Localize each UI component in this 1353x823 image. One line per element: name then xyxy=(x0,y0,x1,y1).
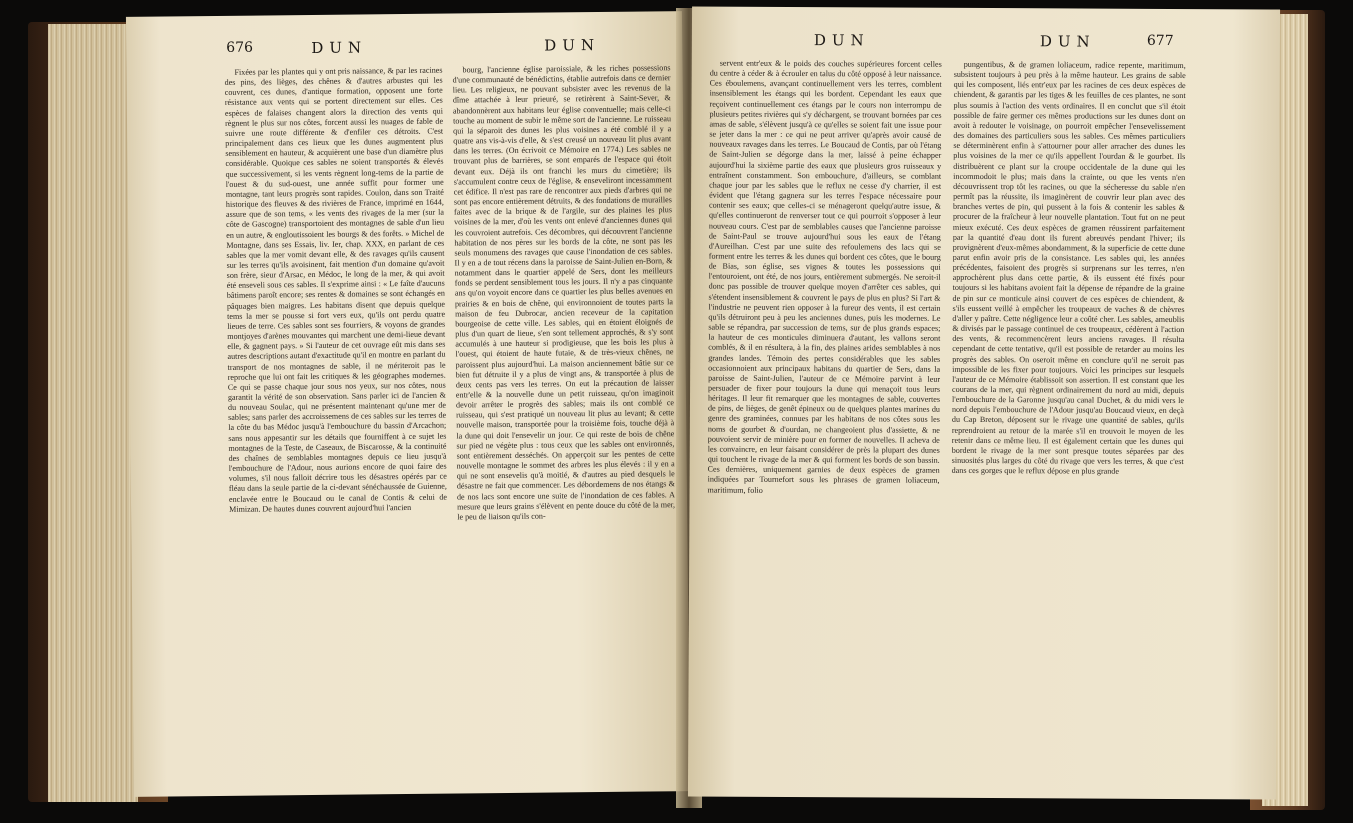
running-head-left-col1: DUN xyxy=(311,38,368,57)
right-page xyxy=(688,6,1280,799)
left-column-1-text: Fixées par les plantes qui y ont pris naissance, & par les racines des pins, des lièges, des chênes & d'autres arbustes qui les couvrent, ces dunes, d'antique formation, opposent une forte résistance aux vents qui se portent directement sur elles. Ces espèces de falaises changent alors la direction des vents qui règnent le plus sur nos côtes, forcent aussi les nuages de fable de suivre une route différente & d'enfiler ces détroits. C'est principalement dans ces lieux que les dunes augmentent plus sensiblement en hauteur, & acquièrent une base d'un diamètre plus considérable. Quoique ces sables ne soient transportés & élevés que successivement, si les vents règnent long-tems de la partie de l'ouest & du sud-ouest, une année suffit pour former une montagne, tant leurs progrès sont rapides. Coulon, dans son Traité historique des fleuves & des rivières de France, imprimé en 1644, assure que de son tems, « les vents des rivages de la mer (sur la côte de Gascogne) transportoient des montagnes de sable d'un lieu en un autre, & engloutissoient les bourgs & des forêts. » Michel de Montagne, dans ses Essais, liv. Ier, chap. XXX, en parlant de ces sables que la mer vomit devant elle, & des ravages qu'ils causent sur les terres qu'ils avoisinent, fait mention d'un domaine qu'avoit son frère, sieur d'Arsac, en Médoc, le long de la mer, & qui avoit été enseveli sous ces sables. Il s'exprime ainsi : « Le faîte d'aucuns bâtimens paroît encore; ses rentes & domaines se sont échangés en pâquages bien maigres. Les habitans disent que depuis quelque tems la mer se pousse si fort vers eux, qu'ils ont perdu quatre lieues de terre. Ces sables sont ses fourriers, & voyons de grandes montjoyes d'arènes mouvantes qui marchent une demi-lieue devant elle, & gagnent pays. » Si l'auteur de cet ouvrage eût mis dans ses autres descriptions autant d'exactitude qu'il en montre en parlant du transport de nos montagnes de sable, il ne mériteroit pas le reproche que lui ont fait les critiques & les géographes modernes. Ce qui se passe chaque jour sous nos yeux, sur nos côtes, nous garantit la vérité de son observation. Sans parler ici de l'ancien & du nouveau Soulac, qui ne présentent maintenant qu'une mer de sables; sans parler des accroissemens de ces sables sur les terres de la côte du bas Médoc jusqu'à l'embouchure du bassin d'Arcachon; sans nous appesantir sur les détails que fourniffent à ce sujet les montagnes de la Teste, de Caseaux, de Biscarosse, & la continuité des chaînes de semblables montagnes depuis ce lieu jusqu'à l'embouchure de l'Adour, nous aurions encore de quoi faire des volumes, s'il nous falloit décrire tous les désastres opérés par ce fléau dans la seule partie de la ci-devant sénéchaussée de Guienne, enclavée entre le Boucaud ou le canal de Contis & celui de Mimizan. De hautes dunes couvrent aujourd'hui l'ancien xyxy=(224,65,448,514)
page-number-right: 677 xyxy=(1146,32,1174,49)
right-page-column-1 xyxy=(706,59,942,774)
running-head-right-col2: DUN xyxy=(1039,32,1096,51)
right-column-1-text: servent entr'eux & le poids des couches supérieures forcent celles du centre à céder & à écrouler en talus du côté opposé à leur naissance. Ces éboulemens, avançant continuellement vers les terres, comblent insensiblement les étangs qui les bordent. Cependant les eaux que reçoivent continuellement ces étangs par le cours non interrompu de plusieurs petites rivières qui s'y déchargent, se trouvant bornées par ces amas de sable, s'élèvent jusqu'à ce qu'elles se soient fait une issue pour se jeter dans la mer : ce qui ne peut arriver qu'après avoir causé de nouveaux ravages dans les terres. Le Boucaud de Contis, par où l'étang de Saint-Julien se dégorge dans la mer, laissé à peine échapper aujourd'hui la sixième partie des eaux que plusieurs gros ruisseaux y entraînent constamment. Son embouchure, d'ailleurs, se comblant chaque jour par les sables que le reflux ne cesse d'y charrier, il est évident que l'étang gagnera sur les terres l'espace nécessaire pour contenir ses eaux; que celles-ci se ménageront quelqu'autre issue, & qu'elles continueront de renverser tout ce qui pourroit s'opposer à leur nouveau cours. C'est par de semblables causes que l'ancienne paroisse de Saint-Paul se trouve aujourd'hui sous les eaux de l'étang d'Aureilhan. C'est par une suite des refoulemens des lacs qui se forment entre les terres & les dunes qui bordent ces côtes, que le bourg de Bias, son église, ses vignes & toutes les possessions qui l'entouroient, ont été, de nos jours, entièrement submergés. Ne seroit-il donc pas possible de trouver quelque moyen d'arrêter ces sables, qui s'étendent insensiblement & couvrent le pays de plus en plus? Si l'art & l'industrie ne peuvent rien opposer à la fureur des vents, il est certain qu'ils détruiront peu à peu les anciennes dunes, puis les modernes. Le sable se répandra, par succession de tems, sur de plus grands espaces; la hauteur de ces monticules diminuera d'autant, les vallons seront comblés, & il en résultera, à la fin, des plaines arides semblables à nos grandes landes. Témoin des pertes considérables que les sables occasionnoient aux principaux habitans du quartier de Sers, dans la paroisse de Saint-Julien, l'auteur de ce Mémoire parvint à leur persuader de fixer pour toujours la dune qui menaçoit tous leurs héritages. Il leur fit remarquer que les montagnes de sable, couvertes de pins, de lièges, de genêt épineux ou de quelques plantes marines du genre des graminées, connues par les habitans de nos côtes sous les noms de gourbet & d'ourdan, ne changeoient plus d'assiette, & ne pouvoient servir de minière pour en former de nouvelles. Il acheva de les convaincre, en leur faisant considérer de près la plupart des dunes qui touchent le rivage de la mer & qui forment les bords de son bassin. Ces dernières, uniquement garnies de deux espèces de gramen indiquées par Tournefort sous les phrases de gramen loliaceum, maritimum, folio xyxy=(707,58,942,495)
right-page-column-2 xyxy=(950,60,1186,775)
left-page-column-1 xyxy=(224,66,449,772)
left-column-2-text: bourg, l'ancienne église paroissiale, & les riches possessions d'une communauté de bénédictins, établie autrefois dans ce dernier lieu. Les religieux, ne pouvant subsister avec les revenus de la dîme attachée à leur prieuré, se retirèrent à Saint-Sever, & abandonnèrent aux habitans leur église conventuelle; mais celle-ci touche au moment de subir le même sort de l'ancienne. Le ruisseau qui la séparoit des dunes les plus voisines a été comblé il y a quatre ans vis-à-vis d'elle, & s'est creusé un nouveau lit plus avant dans les terres. (On écrivoit ce Mémoire en 1774.) Les sables ne trouvant plus de barrières, se sont emparés de l'espace qui étoit devant eux. Déjà ils ont franchi les murs du cimetière; ils s'accumulent contre ceux de l'église, & enseveliront incessamment cet édifice. Il n'est pas rare de rencontrer aux pieds d'arbres qui ne sont pas encore entièrement détruits, & des fondations de murailles faites avec de la brique & de l'argile, sur des plaines les plus voisines de la mer, d'où les vents ont enlevé d'anciennes dunes qui les couvroient autrefois. Ces décombres, qui découvrent l'ancienne habitation de nos pères sur les bords de la côte, ne sont pas les seuls monumens des ravages que cause l'inondation de ces sables. Il y en a de tout récens dans la paroisse de Saint-Julien en-Born, & notamment dans le quartier appelé de Sers, dont les meilleurs fonds se perdent sensiblement tous les jours. Il n'y a pas cinquante ans qu'on voyoit encore dans ce quartier les plus belles avenues en prairies & en bois de chêne, qui environnoient de toutes parts la maison de feu Dubrocar, ancien receveur de la capitation bourgeoise de cette ville. Les sables, qui en étoient éloignés de plus d'un quart de lieue, s'en sont tellement approchés, & s'y sont accumulés à une hauteur si prodigieuse, que les bois les plus à l'ouest, qui étoient de haute futaie, & de très-vieux chênes, ne paroissent plus aujourd'hui. La maison anciennement bâtie sur ce bien fut détruite il y a plus de vingt ans, & transportée à plus de deux cents pas vers les terres. On eut la précaution de laisser entr'elle & la nouvelle dune un petit ruisseau, qu'on imaginoit devoir arrêter le progrès des sables; mais ils ont comblé ce ruisseau, qui s'est pratiqué un nouveau lit plus au levant; & cette nouvelle maison, transportée pour la troisième fois, touche déjà à la dune qui doit l'ensevelir un jour. Ce qui reste de bois de chêne sur pied ne végète plus : tous ceux que les sables ont environnés, sont entièrement desséchés. On apperçoit sur les pentes de cette nouvelle montagne le sommet des arbres les plus élevés : il y en a qui ne sont ensevelis qu'à moitié, & d'autres au pied desquels le désastre ne fait que commencer. Les débordemens de nos étangs & de nos lacs sont encore une suite de l'inondation de ces fables. A mesure que leurs grains s'élèvent en pente douce du côté de la mer, le peu de liaison qu'ils con- xyxy=(452,63,676,522)
left-page xyxy=(126,11,690,797)
right-column-2-text: pungentibus, & de gramen loliaceum, radice repente, maritimum, subsistent toujours à peu près à la même hauteur. Les grains de sable qui les composent, liés entr'eux par les racines de ces deux espèces de chiendent, & garantis par les tiges & les feuilles de ces plantes, ne sont plus soumis à l'action des vents ordinaires. Il en conclut que s'il étoit possible de faire germer ces mêmes productions sur les dunes dont on avoit à redouter le voisinage, on pourroit empêcher l'ensevelissement des domaines des particuliers sous les sables. Ces mêmes particuliers se déterminèrent enfin à s'attourner pour aller arracher des dunes les plus voisines de la mer ce qu'ils appellent l'ourdan & le gourbet. Ils distribuèrent ce plant sur la croupe occidentale de la dune qui les incommodoit le plus; mais dans la crainte, ou que les vents n'en découvrissent trop tôt les racines, ou que la sécheresse du sable n'en permît pas la réussite, ils imaginèrent de couvrir leur plan avec des branches vertes de pin, qui pussent à la fois & contenir les sables & procurer de la fraîcheur à leur nouvelle plantation. Tout fut on ne peut mieux exécuté. Ces deux espèces de gramen réussirent parfaitement par la quantité d'eau dont ils furent abreuvés pendant l'hiver; ils provignèrent d'eux-mêmes abondamment, & la superficie de cette dune parut enfin avoir pris de la consistance. Les sables qui, les années précédentes, faisoient des progrès si surprenans sur les terres, n'en approchèrent plus dans cette partie, & ils eussent été fixés pour toujours si les habitans avoient fait la dépense de répandre de la graine de pin sur ce monticule ainsi couvert de ces espèces de chiendent, & s'ils eussent veillé à empêcher les troupeaux de vaches & de chèvres d'aller y paître. Cette négligence leur a coûté cher. Les sables, ameublis & divisés par le passage continuel de ces troupeaux, cédèrent à l'action des vents, & recommencèrent leurs anciens ravages. Il résulta cependant de cette tentative, qu'il est possible de retarder au moins les progrès des sables. On oseroit même en conclure qu'il ne seroit pas impossible de les fixer pour toujours. Voici les principes sur lesquels l'auteur de ce Mémoire établissoit son assertion. Il est constant que les courans de la mer, qui règnent ordinairement du nord au midi, depuis l'embouchure de la Garonne jusqu'au canal Duchet, & du midi vers le nord depuis l'embouchure de l'Adour jusqu'au Boucaud vieux, en deçà du Cap Breton, déposent sur le rivage une quantité de sables, qu'ils reprendroient au retour de la marée s'il en trouvoit le moyen de les retenir dans ce même lieu. Il est également certain que les dunes qui bordent le rivage de la mer sont presque toutes séparées par des sinuosités plus larges du côté du rivage que vers les terres, & que c'est dans ces gorges que le reflux dépose en plus grande xyxy=(951,59,1186,476)
left-page-edges xyxy=(48,24,138,802)
left-page-column-2 xyxy=(452,63,677,769)
running-head-right-col1: DUN xyxy=(813,31,870,50)
running-head-left-col2: DUN xyxy=(544,35,601,55)
page-number-left: 676 xyxy=(226,39,254,56)
